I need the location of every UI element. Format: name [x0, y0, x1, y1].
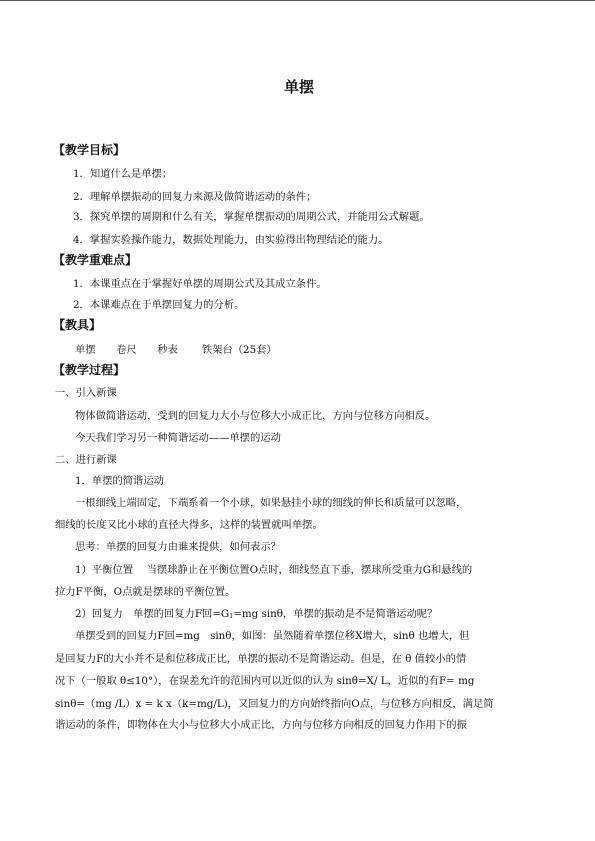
- goal-item: 4．掌握实验操作能力，数据处理能力，由实验得出物理结论的能力。: [73, 234, 389, 246]
- goal-item: 3．探究单摆的周期和什么有关，掌握单摆振动的周期公式，并能用公式解题。: [73, 211, 430, 223]
- paragraph-line: [75, 496, 543, 510]
- paragraph-line: 谐运动的条件，即物体在大小与位移大小成正比，方向与位移方向相反的回复力作用下的振: [55, 719, 467, 731]
- tools-heading: 【教具】: [53, 318, 102, 332]
- paragraph-text: =mg sinθ，单摆的振动是不是简谐运动呢？: [233, 608, 438, 620]
- paragraph-line: 况下（一般取 θ≤10°），在误差允许的范围内可以近似的认为 sinθ=X/ L，近似的有F= mg: [55, 675, 475, 687]
- paragraph-line: 思考：单摆的回复力由谁来提供，如何表示？: [75, 541, 281, 553]
- subscript: 1: [229, 612, 234, 620]
- paragraph-line: 拉力F平衡，O点就是摆球的平衡位置。: [55, 586, 236, 598]
- paragraph-line: 1）平衡位置 当摆球静止在平衡位置O点时，细线竖直下垂，摆球所受重力G和悬线的: [75, 564, 473, 576]
- process-heading: 【教学过程】: [53, 363, 126, 377]
- page-title: 单摆: [283, 78, 314, 96]
- paragraph-line: sinθ=（mg /L）x = k x（k=mg/L)，又回复力的方向始终指向O点，与位移方向相反，满足简: [55, 698, 494, 710]
- paragraph-line: [75, 607, 563, 623]
- key-item: 1．本课重点在于掌握好单摆的周期公式及其成立条件。: [73, 278, 327, 290]
- paragraph-line: 单摆受到的回复力F回=mg sinθ，如图：虽然随着单摆位移X增大，sinθ 也增大，但: [75, 630, 470, 642]
- goal-item: 1．知道什么是单摆；: [73, 168, 173, 180]
- key-heading: 【教学重难点】: [53, 253, 138, 267]
- header-rule: [0, 0, 595, 1]
- goal-item: 2．理解单摆振动的回复力来源及做简谐运动的条件；: [73, 191, 317, 203]
- subsection-heading: 1．单摆的简谐运动: [75, 475, 164, 487]
- paragraph-line: 是回复力F的大小并不是和位移成正比，单摆的振动不是简谐运动。但是，在 θ 值较小的情: [55, 653, 467, 665]
- key-item: 2．本课难点在于单摆回复力的分析。: [73, 299, 245, 311]
- goals-heading: 【教学目标】: [53, 143, 126, 157]
- section-new-heading: 二、进行新课: [55, 454, 117, 466]
- tools-list: 单摆 卷尺 秒表 铁架台（25套）: [75, 344, 277, 356]
- paragraph-line: 物体做简谐运动，受到的回复力大小与位移大小成正比，方向与位移方向相反。: [75, 410, 436, 422]
- paragraph-text: 2）回复力 单摆的回复力F回=G: [75, 608, 230, 620]
- paragraph-line: 今天我们学习另一种简谐运动——单摆的运动: [75, 432, 281, 444]
- section-intro-heading: 一、引入新课: [55, 387, 117, 399]
- paragraph-line: 细线的长度又比小球的直径大得多，这样的装置就叫单摆。: [55, 519, 323, 531]
- paragraph-text: 一根细线上端固定，下端系着一个小球，如果悬挂小球的细线的伸长和质量可以忽略，: [75, 497, 467, 509]
